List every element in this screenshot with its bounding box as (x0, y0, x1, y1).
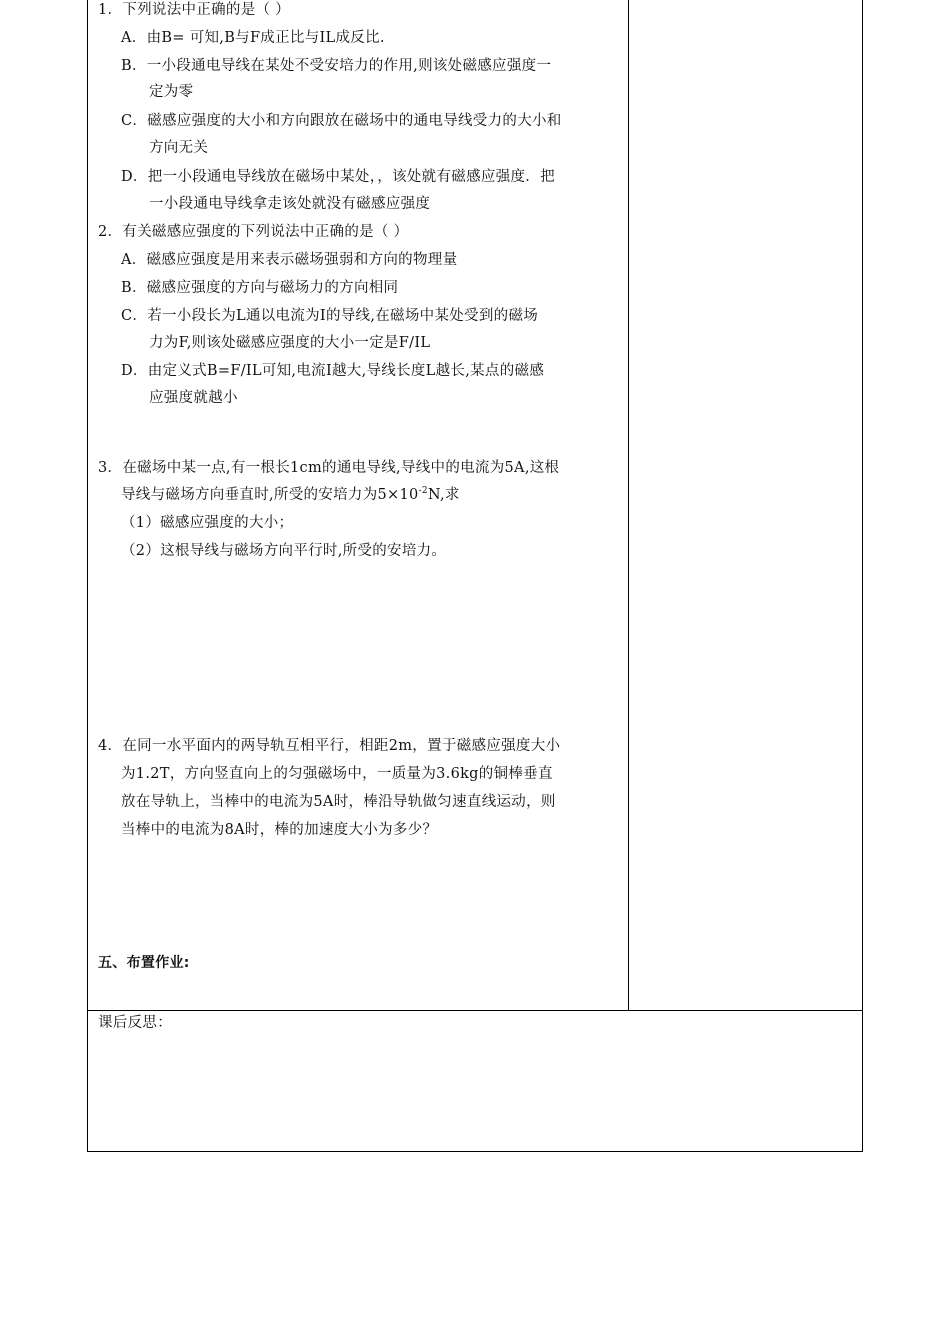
q4-line3: 放在导轨上，当棒中的电流为5A时，棒沿导轨做匀速直线运动，则 (121, 794, 556, 810)
q1-option-b-line1: B．一小段通电导线在某处不受安培力的作用,则该处磁感应强度一 (121, 58, 552, 74)
notes-column (629, 0, 862, 1010)
q2-option-c-line2: 力为F,则该处磁感应强度的大小一定是F/IL (149, 335, 431, 351)
q3-line2-text: 导线与磁场方向垂直时,所受的安培力为5×10 (121, 487, 419, 503)
q2-option-d-line2: 应强度就越小 (149, 390, 238, 406)
content-column (88, 0, 629, 1010)
q1-option-c-line2: 方向无关 (149, 140, 209, 156)
q2-option-b: B．磁感应强度的方向与磁场力的方向相同 (121, 280, 399, 296)
q1-option-d-line2: 一小段通电导线拿走该处就没有磁感应强度 (149, 196, 431, 212)
q1-option-b-line2: 定为零 (149, 84, 194, 100)
q1-option-a: A．由B= 可知,B与F成正比与IL成反比. (121, 30, 385, 46)
q1-option-d-line1: D．把一小段通电导线放在磁场中某处，，该处就有磁感应强度．把 (121, 169, 555, 185)
q2-option-d-line1: D．由定义式B=F/IL可知,电流I越大,导线长度L越长,某点的磁感 (121, 363, 545, 379)
q3-sub2: （2）这根导线与磁场方向平行时,所受的安培力。 (121, 543, 447, 559)
q3-exponent: -2 (418, 486, 428, 497)
q3-sub1: （1）磁感应强度的大小； (121, 515, 294, 531)
q4-line4: 当棒中的电流为8A时，棒的加速度大小为多少？ (121, 822, 438, 838)
q1-stem: 1．下列说法中正确的是（ ） (98, 2, 291, 18)
q2-stem: 2．有关磁感应强度的下列说法中正确的是（ ） (98, 224, 409, 240)
reflection-label: 课后反思： (98, 1015, 172, 1031)
q4-line2: 为1.2T，方向竖直向上的匀强磁场中，一质量为3.6kg的铜棒垂直 (121, 766, 553, 782)
q4-line1: 4．在同一水平面内的两导轨互相平行，相距2m，置于磁感应强度大小 (98, 738, 561, 754)
q3-line1: 3．在磁场中某一点,有一根长1cm的通电导线,导线中的电流为5A,这根 (98, 460, 560, 476)
q2-option-a: A．磁感应强度是用来表示磁场强弱和方向的物理量 (121, 252, 458, 268)
reflection-row (88, 1010, 862, 1151)
q1-option-c-line1: C．磁感应强度的大小和方向跟放在磁场中的通电导线受力的大小和 (121, 113, 562, 129)
q3-line2 (121, 485, 460, 505)
lesson-table (87, 0, 863, 1152)
homework-heading: 五、布置作业: (98, 955, 190, 971)
q3-line2-tail: N,求 (427, 487, 460, 503)
q2-option-c-line1: C．若一小段长为L通以电流为I的导线,在磁场中某处受到的磁场 (121, 308, 539, 324)
